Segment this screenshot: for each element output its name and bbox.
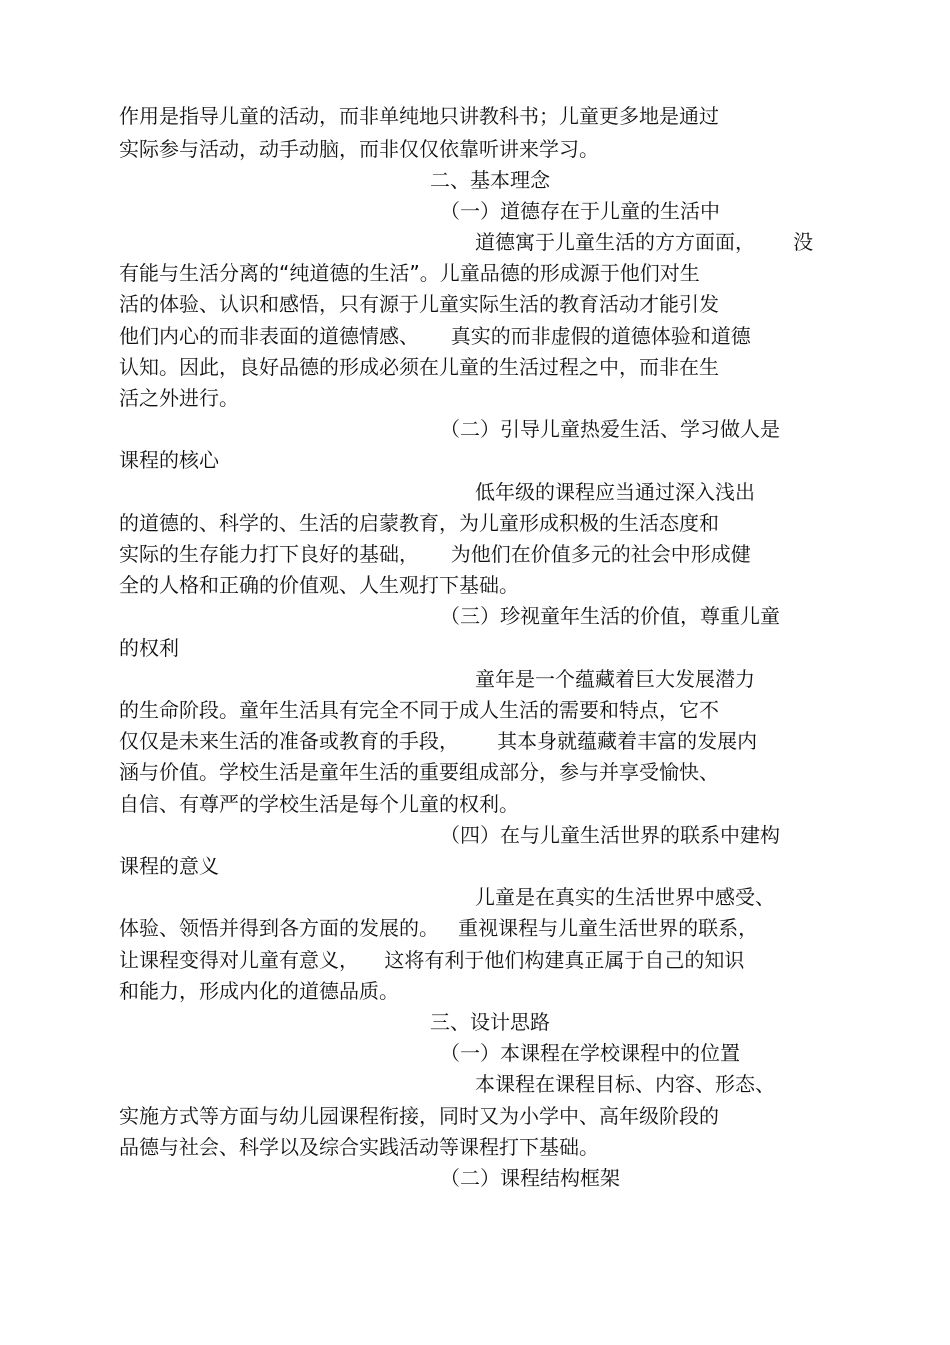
subsection-heading: 的权利 (119, 636, 179, 660)
subsection-heading: （三）珍视童年生活的价值，尊重儿童 (440, 604, 780, 628)
paragraph-line: 涵与价值。学校生活是童年生活的重要组成部分，参与并享受愉快、 (119, 760, 719, 784)
subsection-heading: （二）课程结构框架 (440, 1166, 620, 1190)
paragraph-line: 品德与社会、科学以及综合实践活动等课程打下基础。 (119, 1135, 599, 1159)
paragraph-line: 儿童是在真实的生活世界中感受、 (475, 885, 775, 909)
paragraph-line: 低年级的课程应当通过深入浅出 (475, 480, 755, 504)
paragraph-line: 的生命阶段。童年生活具有完全不同于成人生活的需要和特点，它不 (119, 698, 719, 722)
section-heading: 二、基本理念 (430, 168, 550, 192)
subsection-heading: （二）引导儿童热爱生活、学习做人是 (440, 417, 780, 441)
paragraph-line: 道德寓于儿童生活的方方面面， 没 (475, 230, 814, 254)
paragraph-line: 活的体验、认识和感悟，只有源于儿童实际生活的教育活动才能引发 (119, 292, 719, 316)
paragraph-line: 体验、领悟并得到各方面的发展的。 重视课程与儿童生活世界的联系， (119, 916, 759, 940)
paragraph-line: 活之外进行。 (119, 386, 239, 410)
paragraph-line: 有能与生活分离的“纯道德的生活”。儿童品德的形成源于他们对生 (119, 261, 700, 285)
paragraph-line: 认知。因此，良好品德的形成必须在儿童的生活过程之中，而非在生 (119, 355, 719, 379)
paragraph-line: 自信、有尊严的学校生活是每个儿童的权利。 (119, 792, 519, 816)
subsection-heading: （一）道德存在于儿童的生活中 (440, 199, 720, 223)
paragraph-line: 让课程变得对儿童有意义， 这将有利于他们构建真正属于自己的知识 (119, 948, 745, 972)
paragraph-line: 本课程在课程目标、内容、形态、 (475, 1072, 775, 1096)
paragraph-line: 实际的生存能力打下良好的基础， 为他们在价值多元的社会中形成健 (119, 542, 751, 566)
paragraph-line: 作用是指导儿童的活动，而非单纯地只讲教科书；儿童更多地是通过 (119, 104, 719, 128)
subsection-heading: 课程的意义 (119, 854, 219, 878)
paragraph-line: 全的人格和正确的价值观、人生观打下基础。 (119, 573, 519, 597)
paragraph-line: 仅仅是未来生活的准备或教育的手段， 其本身就蕴藏着丰富的发展内 (119, 729, 758, 753)
paragraph-line: 他们内心的而非表面的道德情感、 真实的而非虚假的道德体验和道德 (119, 324, 751, 348)
paragraph-line: 的道德的、科学的、生活的启蒙教育，为儿童形成积极的生活态度和 (119, 511, 719, 535)
paragraph-line: 实施方式等方面与幼儿园课程衔接，同时又为小学中、高年级阶段的 (119, 1104, 719, 1128)
subsection-heading: 课程的核心 (119, 448, 219, 472)
section-heading: 三、设计思路 (430, 1010, 550, 1034)
paragraph-line: 童年是一个蕴藏着巨大发展潜力 (475, 667, 755, 691)
subsection-heading: （一）本课程在学校课程中的位置 (440, 1041, 740, 1065)
paragraph-line: 实际参与活动，动手动脑，而非仅仅依靠听讲来学习。 (119, 137, 599, 161)
subsection-heading: （四）在与儿童生活世界的联系中建构 (440, 823, 780, 847)
paragraph-line: 和能力，形成内化的道德品质。 (119, 979, 399, 1003)
